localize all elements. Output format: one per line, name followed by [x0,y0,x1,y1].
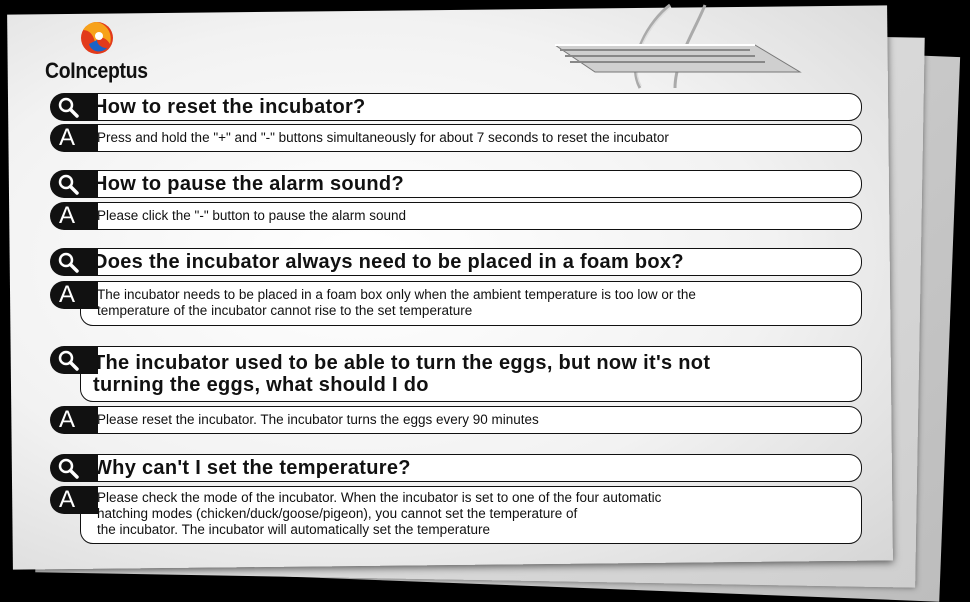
answer-letter: A [59,281,76,308]
question-text: How to reset the incubator? [93,96,366,118]
brand-name: CoInceptus [45,58,148,83]
question-text: How to pause the alarm sound? [93,173,404,195]
question-text: The incubator used to be able to turn the eggs, but now it's not turning the eggs, what should I do [93,352,711,396]
magnifier-icon [57,96,79,118]
answer-text: Please check the mode of the incubator. When the incubator is set to one of the four automatic hatching modes (chicken/duck/goose/pigeon), you cannot set the temperature of the incubator. The incubator will automatically set the temperature [97,490,662,537]
answer-text: Press and hold the "+" and "-" buttons simultaneously for about 7 seconds to reset the incubator [97,130,669,145]
faq-question-3 [50,248,862,276]
answer-text: The incubator needs to be placed in a foam box only when the ambient temperature is too low or the temperature of the incubator cannot rise to the set temperature [97,287,696,318]
question-badge [50,170,98,198]
magnifier-icon [57,457,79,479]
faq-answer-2 [50,202,862,230]
answer-letter: A [59,486,76,513]
brand-logo [45,18,165,84]
question-badge [50,93,98,121]
faq-question-5 [50,454,862,482]
answer-badge [50,124,98,152]
faq-answer-5 [50,486,862,544]
phoenix-flame-logo-icon [77,18,117,58]
answer-text: Please click the "-" button to pause the alarm sound [97,208,407,223]
question-badge [50,346,98,374]
question-badge [50,454,98,482]
answer-badge [50,281,98,309]
answer-letter: A [59,124,76,151]
answer-letter: A [59,202,76,229]
answer-badge [50,202,98,230]
faq-answer-4 [50,406,862,434]
faq-question-2 [50,170,862,198]
question-text: Why can't I set the temperature? [93,457,411,479]
faq-answer-3 [50,281,862,326]
answer-text: Please reset the incubator. The incubator turns the eggs every 90 minutes [97,412,539,427]
faq-question-4 [50,346,862,402]
answer-letter: A [59,406,76,433]
answer-badge [50,486,98,514]
magnifier-icon [57,173,79,195]
answer-badge [50,406,98,434]
faq-answer-1 [50,124,862,152]
binder-clip-icon [555,0,805,90]
question-text: Does the incubator always need to be placed in a foam box? [93,251,684,273]
magnifier-icon [57,349,79,371]
magnifier-icon [57,251,79,273]
question-badge [50,248,98,276]
faq-question-1 [50,93,862,121]
